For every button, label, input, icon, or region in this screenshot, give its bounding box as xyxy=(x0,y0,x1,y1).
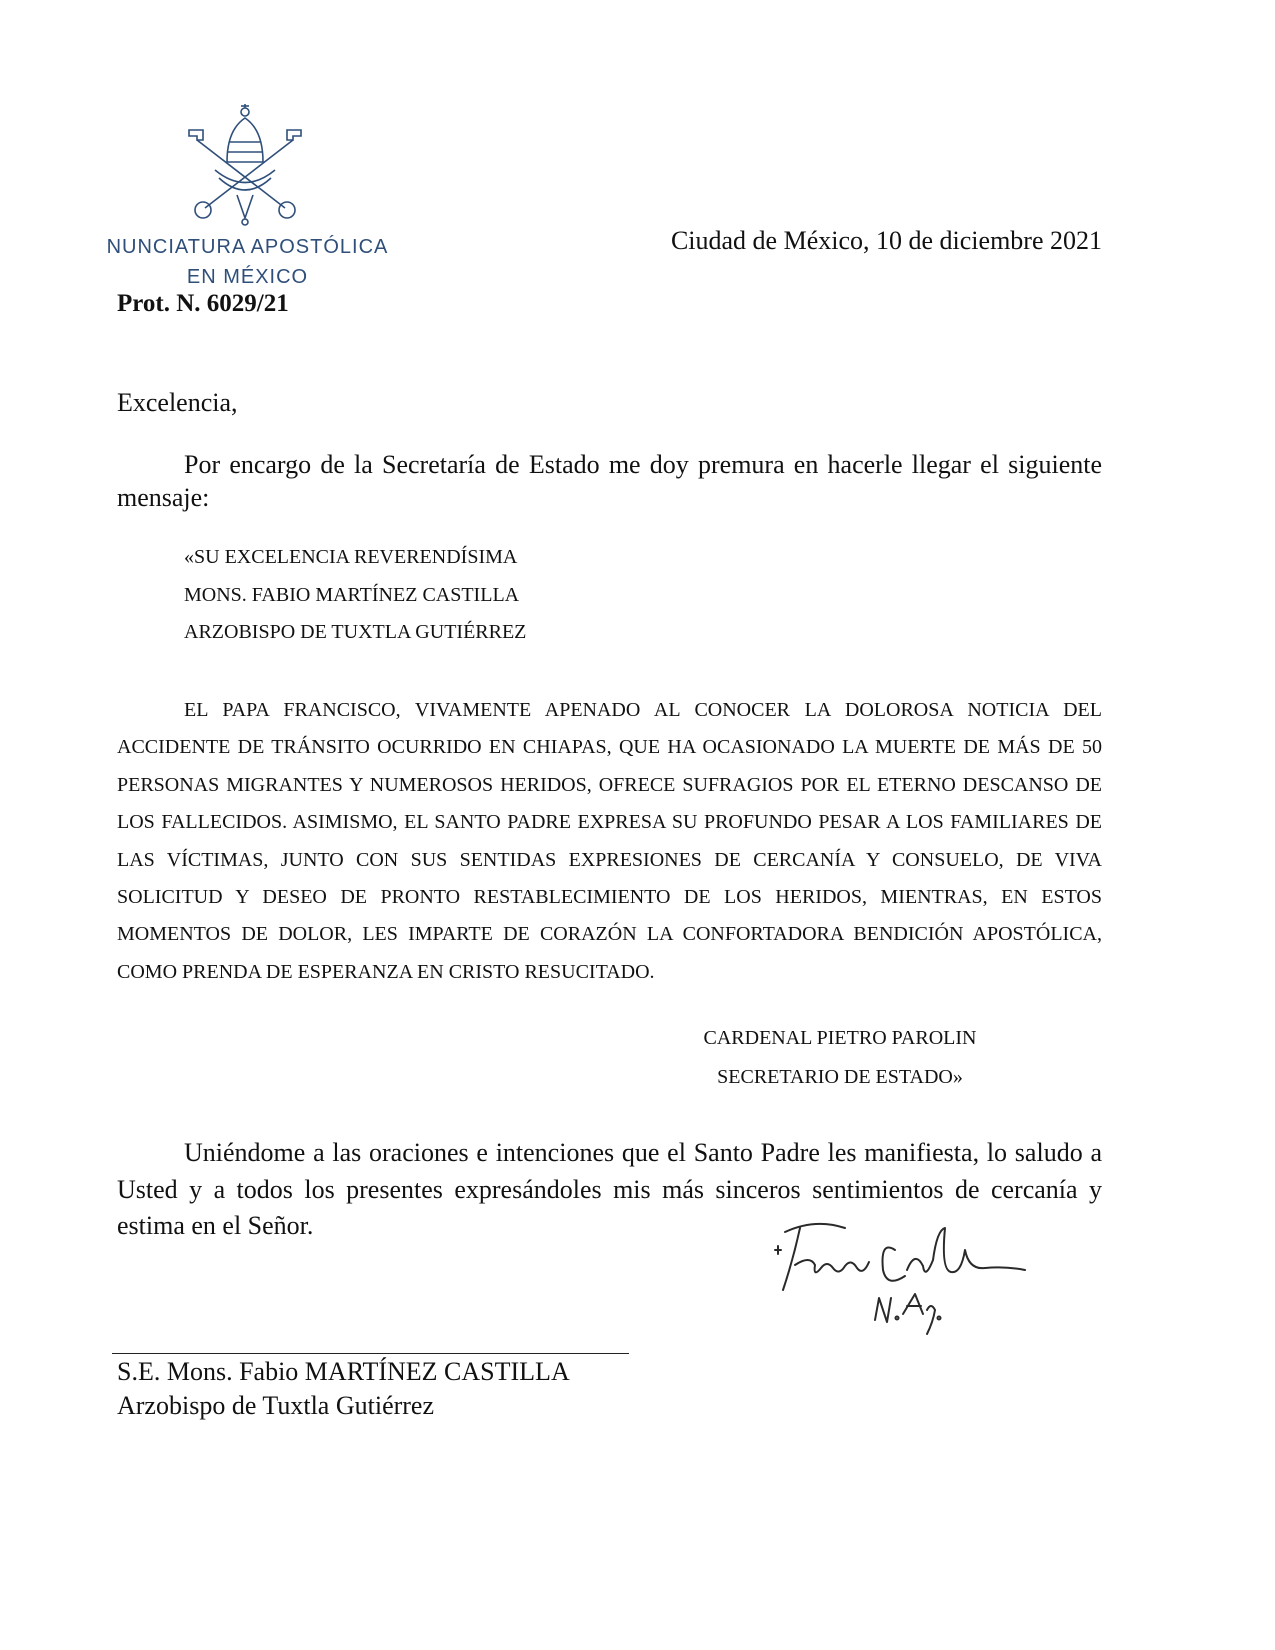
recipient-title: Arzobispo de Tuxtla Gutiérrez xyxy=(117,1391,435,1420)
addressee-line-1: «SU EXCELENCIA REVERENDÍSIMA xyxy=(184,546,518,568)
closing-paragraph: Uniéndome a las oraciones e intenciones que el Santo Padre les manifiesta, lo saludo a Usted y a todos los presentes expresándoles mis más sinceros sentimientos de cercanía y estima en el Señor. xyxy=(117,1138,1102,1240)
addressee-line-3: ARZOBISPO DE TUXTLA GUTIÉRREZ xyxy=(184,621,527,643)
letterhead-line-2: EN MÉXICO xyxy=(186,266,309,288)
salutation: Excelencia, xyxy=(117,388,238,417)
intro-paragraph: Por encargo de la Secretaría de Estado me doy premura en hacerle llegar el siguiente mensaje: xyxy=(117,450,1102,512)
recipient-name: S.E. Mons. Fabio MARTÍNEZ CASTILLA xyxy=(117,1357,570,1386)
message-signer-name: CARDENAL PIETRO PAROLIN xyxy=(703,1027,977,1049)
letterhead-line-1: NUNCIATURA APOSTÓLICA xyxy=(106,236,389,258)
handwritten-signature xyxy=(755,1210,1045,1350)
addressee-line-2: MONS. FABIO MARTÍNEZ CASTILLA xyxy=(184,584,520,606)
message-signer-title: SECRETARIO DE ESTADO» xyxy=(717,1066,963,1088)
protocol-number: Prot. N. 6029/21 xyxy=(117,290,289,317)
letter-date: Ciudad de México, 10 de diciembre 2021 xyxy=(670,226,1102,255)
nunciature-letterhead xyxy=(80,232,415,292)
recipient-divider xyxy=(112,1353,629,1354)
papal-message-paragraph: EL PAPA FRANCISCO, VIVAMENTE APENADO AL CONOCER LA DOLOROSA NOTICIA DEL ACCIDENTE DE TRÁNSITO OCURRIDO EN CHIAPAS, QUE HA OCASIONADO LA MUERTE DE MÁS DE 50 PERSONAS MIGRANTES Y NUMEROSOS HERIDOS, OFRECE SUFRAGIOS POR EL ETERNO DESCANSO DE LOS FALLECIDOS. ASIMISMO, EL SANTO PADRE EXPRESA SU PROFUNDO PESAR A LOS FAMILIARES DE LAS VÍCTIMAS, JUNTO CON SUS SENTIDAS EXPRESIONES DE CERCANÍA Y CONSUELO, DE VIVA SOLICITUD Y DESEO DE PRONTO RESTABLECIMIENTO DE LOS HERIDOS, MIENTRAS, EN ESTOS MOMENTOS DE DOLOR, LES IMPARTE DE CORAZÓN LA CONFORTADORA BENDICIÓN APOSTÓLICA, COMO PRENDA DE ESPERANZA EN CRISTO RESUCITADO. xyxy=(117,699,1102,983)
papal-emblem-icon xyxy=(175,100,315,230)
